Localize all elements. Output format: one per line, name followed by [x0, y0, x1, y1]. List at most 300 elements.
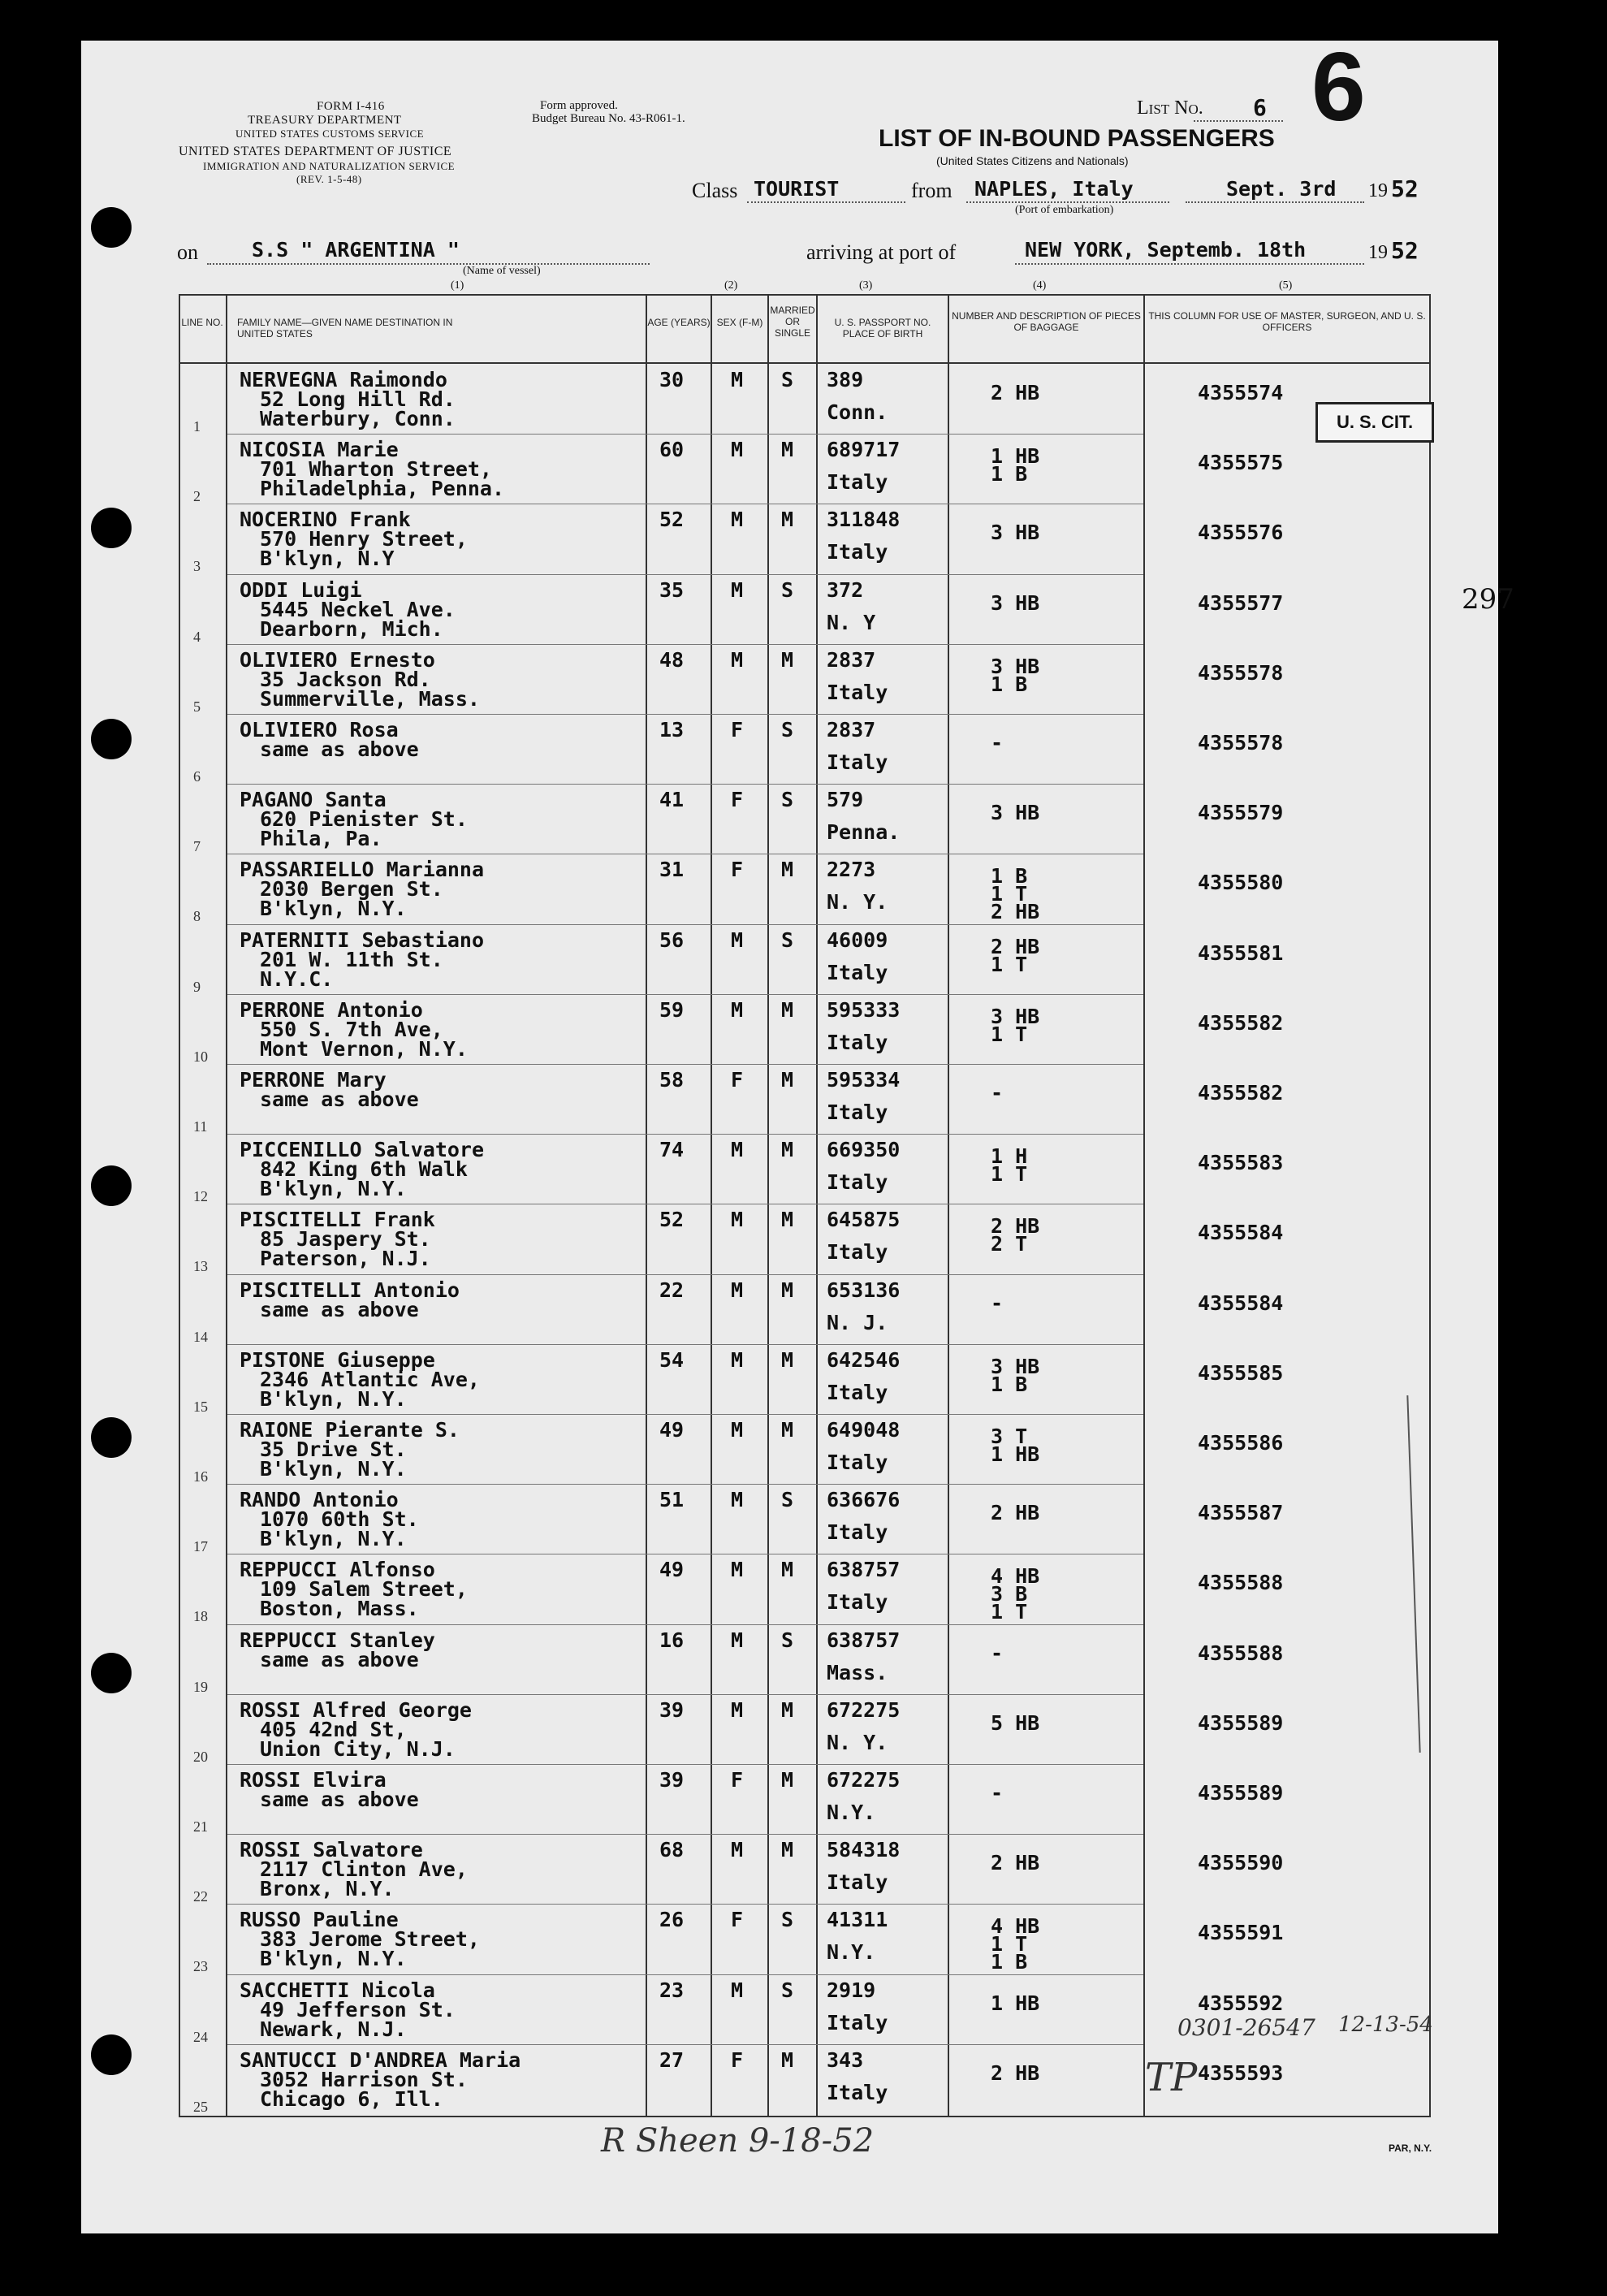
passport-number: 595334 — [827, 1068, 901, 1092]
passenger-address: 2117 Clinton Ave, — [260, 1857, 468, 1882]
baggage-item: - — [991, 1781, 1004, 1805]
col-num-1: (1) — [451, 279, 464, 292]
passenger-address: 85 Jaspery St. — [260, 1227, 431, 1252]
passenger-age: 39 — [659, 1768, 685, 1792]
passenger-address: same as above — [260, 1788, 419, 1811]
passenger-name: PICCENILLO Salvatore — [240, 1138, 485, 1162]
officer-number: 4355588 — [1198, 1641, 1284, 1665]
line-number: 12 — [193, 1188, 208, 1205]
passenger-address: Mont Vernon, N.Y. — [260, 1036, 468, 1061]
col-officers: THIS COLUMN FOR USE OF MASTER, SURGEON, AND U. S. OFFICERS — [1148, 310, 1426, 333]
passenger-age: 31 — [659, 858, 685, 882]
officer-number: 4355581 — [1198, 940, 1284, 965]
officer-number: 4355584 — [1198, 1221, 1284, 1245]
col-age: AGE (YEARS) — [647, 317, 711, 328]
passport-number: 2919 — [827, 1978, 876, 2002]
passenger-sex: F — [731, 718, 744, 742]
passport-number: 642546 — [827, 1347, 901, 1372]
passenger-age: 22 — [659, 1278, 685, 1302]
passenger-age: 60 — [659, 438, 685, 462]
arrival-year: 52 — [1391, 237, 1419, 264]
marital-status: M — [781, 508, 794, 532]
passenger-sex: F — [731, 1068, 744, 1092]
baggage-item: 2 T — [991, 1232, 1028, 1256]
passenger-age: 41 — [659, 788, 685, 812]
passenger-name: PISCITELLI Antonio — [240, 1278, 460, 1302]
place-of-birth: N. Y — [827, 610, 876, 634]
punch-hole — [91, 508, 132, 548]
on-label: on — [177, 240, 198, 264]
place-of-birth: N.Y. — [827, 1801, 876, 1824]
baggage-item: 1 HB — [991, 1442, 1040, 1466]
passenger-name: ROSSI Elvira — [240, 1768, 387, 1792]
doj: UNITED STATES DEPARTMENT OF JUSTICE — [179, 145, 452, 158]
baggage-item: 3 HB — [991, 654, 1040, 678]
punch-hole — [91, 1165, 132, 1206]
passenger-address: B'klyn, N.Y. — [260, 1457, 407, 1481]
marital-status: M — [781, 438, 794, 462]
marital-status: M — [781, 1278, 794, 1302]
line-number: 23 — [193, 1958, 208, 1975]
passenger-age: 74 — [659, 1138, 685, 1162]
officer-number: 4355582 — [1198, 1010, 1284, 1035]
place-of-birth: Italy — [827, 1451, 888, 1474]
passenger-age: 13 — [659, 718, 685, 742]
passenger-sex: F — [731, 1768, 744, 1792]
passenger-sex: M — [731, 368, 744, 391]
passenger-age: 59 — [659, 997, 685, 1022]
marital-status: M — [781, 1208, 794, 1232]
marital-status: S — [781, 1908, 794, 1932]
vessel-name: S.S " ARGENTINA " — [252, 238, 460, 262]
marital-status: M — [781, 1138, 794, 1162]
line-number: 11 — [193, 1118, 208, 1135]
row-divider — [227, 644, 1143, 645]
place-of-birth: Italy — [827, 1520, 888, 1545]
departure-year-prefix: 19 — [1368, 180, 1388, 201]
baggage-item: 3 HB — [991, 1354, 1040, 1378]
row-divider — [227, 1694, 1143, 1695]
officer-number: 4355593 — [1198, 2060, 1284, 2085]
officer-number: 4355580 — [1198, 871, 1284, 895]
col-married: MARRIED OR SINGLE — [770, 305, 815, 339]
baggage-item: 1 B — [991, 462, 1028, 486]
passenger-name: SACCHETTI Nicola — [240, 1978, 435, 2002]
place-of-birth: Italy — [827, 1170, 888, 1195]
baggage-item: 1 HB — [991, 1991, 1040, 2015]
passenger-name: OLIVIERO Rosa — [240, 718, 399, 742]
passenger-age: 56 — [659, 927, 685, 952]
place-of-birth: Italy — [827, 960, 888, 984]
passenger-address: Boston, Mass. — [260, 1597, 419, 1621]
passenger-address: Summerville, Mass. — [260, 686, 480, 711]
baggage-item: 2 HB — [991, 900, 1040, 924]
passenger-name: NICOSIA Marie — [240, 438, 399, 462]
passenger-sex: M — [731, 1558, 744, 1582]
class-label: Class — [692, 179, 738, 202]
passenger-name: PERRONE Mary — [240, 1068, 387, 1092]
punch-hole — [91, 207, 132, 248]
baggage-item: 2 HB — [991, 1501, 1040, 1525]
baggage-item: 1 T — [991, 1600, 1028, 1624]
passenger-address: 35 Jackson Rd. — [260, 667, 431, 691]
bottom-date: 12-13-54 — [1338, 2013, 1433, 2037]
passenger-address: 405 42nd St, — [260, 1717, 407, 1741]
list-no-label: List No. — [1137, 97, 1203, 119]
passenger-address: 1070 60th St. — [260, 1507, 419, 1532]
passport-number: 311848 — [827, 508, 901, 532]
passenger-sex: M — [731, 1838, 744, 1862]
row-divider — [227, 784, 1143, 785]
passenger-address: same as above — [260, 1087, 419, 1111]
passenger-address: Newark, N.J. — [260, 2017, 407, 2041]
baggage-item: 2 HB — [991, 1214, 1040, 1239]
passenger-age: 39 — [659, 1697, 685, 1722]
passenger-name: RAIONE Pierante S. — [240, 1418, 460, 1442]
passport-number: 372 — [827, 577, 864, 602]
passenger-sex: F — [731, 858, 744, 882]
arrival-year-prefix: 19 — [1368, 242, 1388, 263]
passenger-name: PISTONE Giuseppe — [240, 1347, 435, 1372]
passenger-age: 30 — [659, 368, 685, 391]
baggage-item: 4 HB — [991, 1564, 1040, 1589]
baggage-item: 1 B — [991, 1950, 1028, 1974]
place-of-birth: Italy — [827, 1030, 888, 1054]
passport-number: 46009 — [827, 927, 888, 952]
passenger-age: 35 — [659, 577, 685, 602]
passenger-sex: M — [731, 1697, 744, 1722]
line-number: 6 — [193, 768, 201, 785]
passenger-address: Waterbury, Conn. — [260, 407, 456, 430]
baggage-item: 5 HB — [991, 1710, 1040, 1735]
passenger-name: ROSSI Alfred George — [240, 1697, 472, 1722]
treasury-department: TREASURY DEPARTMENT — [248, 114, 402, 127]
passport-number: 2837 — [827, 647, 876, 672]
place-of-birth: Penna. — [827, 820, 901, 845]
marital-status: M — [781, 1768, 794, 1792]
margin-mark — [1406, 1395, 1420, 1753]
passenger-address: B'klyn, N.Y. — [260, 1527, 407, 1551]
row-divider — [227, 1764, 1143, 1765]
marital-status: M — [781, 1838, 794, 1862]
budget-bureau: Budget Bureau No. 43-R061-1. — [532, 112, 685, 125]
passport-number: 579 — [827, 788, 864, 812]
line-number: 1 — [193, 418, 201, 435]
punch-hole — [91, 1653, 132, 1693]
arrival-port-date: NEW YORK, Septemb. 18th — [1025, 238, 1307, 262]
baggage-item: - — [991, 731, 1004, 755]
passenger-sex: M — [731, 927, 744, 952]
line-number: 3 — [193, 558, 201, 575]
passenger-address: 620 Pienister St. — [260, 807, 468, 832]
passenger-address: Bronx, N.Y. — [260, 1877, 395, 1901]
row-divider — [227, 1344, 1143, 1345]
line-number: 4 — [193, 628, 201, 645]
line-number: 24 — [193, 2028, 208, 2045]
col-name: FAMILY NAME—GIVEN NAME DESTINATION IN UNITED STATES — [237, 317, 453, 339]
officer-number: 4355591 — [1198, 1921, 1284, 1945]
baggage-item: 1 B — [991, 864, 1028, 889]
baggage-item: - — [991, 1291, 1004, 1315]
passport-number: 638757 — [827, 1628, 901, 1652]
bottom-code: 0301-26547 — [1177, 2014, 1315, 2041]
passenger-address: same as above — [260, 1297, 419, 1321]
passenger-sex: M — [731, 1347, 744, 1372]
line-number: 5 — [193, 698, 201, 715]
passenger-age: 26 — [659, 1908, 685, 1932]
place-of-birth: N. Y. — [827, 890, 888, 915]
officer-number: 4355589 — [1198, 1710, 1284, 1735]
passenger-address: Philadelphia, Penna. — [260, 477, 505, 501]
officer-number: 4355574 — [1198, 381, 1284, 404]
passenger-name: RANDO Antonio — [240, 1488, 399, 1512]
passenger-sex: M — [731, 1978, 744, 2002]
line-number: 10 — [193, 1048, 208, 1065]
passenger-age: 58 — [659, 1068, 685, 1092]
passport-number: 649048 — [827, 1418, 901, 1442]
marital-status: S — [781, 1488, 794, 1512]
baggage-item: 1 T — [991, 882, 1028, 906]
from-value: NAPLES, Italy — [974, 177, 1134, 201]
port-embarkation-note: (Port of embarkation) — [1015, 204, 1114, 216]
passenger-address: 3052 Harrison St. — [260, 2067, 468, 2091]
line-number: 15 — [193, 1398, 208, 1415]
passenger-name: PATERNITI Sebastiano — [240, 927, 485, 952]
officer-number: 4355579 — [1198, 801, 1284, 825]
passenger-sex: M — [731, 1488, 744, 1512]
row-divider — [227, 1974, 1143, 1975]
marital-status: S — [781, 577, 794, 602]
passenger-address: Phila, Pa. — [260, 827, 382, 851]
baggage-item: - — [991, 1081, 1004, 1105]
printer-mark: PAR, N.Y. — [1389, 2143, 1432, 2154]
page-title: LIST OF IN-BOUND PASSENGERS — [879, 125, 1275, 152]
passenger-age: 49 — [659, 1418, 685, 1442]
line-number: 9 — [193, 978, 201, 995]
passenger-name: RUSSO Pauline — [240, 1908, 399, 1932]
page-subtitle: (United States Citizens and Nationals) — [936, 154, 1129, 167]
class-value: TOURIST — [754, 177, 840, 201]
passenger-sex: M — [731, 997, 744, 1022]
line-number: 21 — [193, 1818, 208, 1835]
officer-number: 4355578 — [1198, 731, 1284, 755]
officer-number: 4355585 — [1198, 1360, 1284, 1385]
place-of-birth: N. Y. — [827, 1730, 888, 1754]
line-number: 22 — [193, 1888, 208, 1905]
passenger-name: OLIVIERO Ernesto — [240, 647, 435, 672]
line-number: 13 — [193, 1258, 208, 1275]
line-number: 8 — [193, 908, 201, 925]
passenger-sex: M — [731, 1278, 744, 1302]
passenger-age: 54 — [659, 1347, 685, 1372]
passport-number: 672275 — [827, 1768, 901, 1792]
passenger-address: 2030 Bergen St. — [260, 877, 443, 902]
baggage-item: 2 HB — [991, 2060, 1040, 2085]
passenger-name: PISCITELLI Frank — [240, 1208, 435, 1232]
passenger-address: 201 W. 11th St. — [260, 947, 443, 971]
passenger-sex: M — [731, 1418, 744, 1442]
row-divider — [227, 924, 1143, 925]
baggage-item: 3 HB — [991, 801, 1040, 825]
officer-number: 4355584 — [1198, 1291, 1284, 1315]
officer-number: 4355586 — [1198, 1431, 1284, 1455]
passenger-sex: M — [731, 508, 744, 532]
officer-number: 4355583 — [1198, 1151, 1284, 1175]
side-number: 297 — [1462, 583, 1514, 616]
punch-hole — [91, 719, 132, 759]
list-no-value: 6 — [1253, 94, 1267, 121]
marital-status: M — [781, 1068, 794, 1092]
row-divider — [227, 1414, 1143, 1415]
passenger-address: 49 Jefferson St. — [260, 1997, 456, 2021]
passenger-address: Paterson, N.J. — [260, 1247, 431, 1271]
place-of-birth: Italy — [827, 2010, 888, 2034]
line-number: 25 — [193, 2098, 208, 2115]
passenger-sex: F — [731, 788, 744, 812]
passenger-sex: M — [731, 1628, 744, 1652]
passenger-age: 48 — [659, 647, 685, 672]
passenger-name: SANTUCCI D'ANDREA Maria — [240, 2047, 521, 2072]
revision: (REV. 1-5-48) — [296, 173, 362, 185]
passport-number: 689717 — [827, 438, 901, 462]
punch-hole — [91, 2034, 132, 2075]
line-number: 2 — [193, 488, 201, 505]
passenger-sex: M — [731, 1138, 744, 1162]
place-of-birth: Italy — [827, 470, 888, 495]
passenger-name: ROSSI Salvatore — [240, 1838, 423, 1862]
passenger-address: B'klyn, N.Y. — [260, 1177, 407, 1201]
row-divider — [227, 2044, 1143, 2045]
col-num-5: (5) — [1279, 279, 1293, 292]
passport-number: 41311 — [827, 1908, 888, 1932]
place-of-birth: Italy — [827, 1100, 888, 1124]
row-divider — [227, 1064, 1143, 1065]
passenger-address: same as above — [260, 737, 419, 761]
line-number: 16 — [193, 1468, 208, 1485]
departure-date: Sept. 3rd — [1226, 177, 1337, 201]
marital-status: M — [781, 1697, 794, 1722]
line-number: 7 — [193, 838, 201, 855]
line-number: 14 — [193, 1328, 208, 1345]
passport-number: 2273 — [827, 858, 876, 882]
passport-number: 595333 — [827, 997, 901, 1022]
passenger-name: PAGANO Santa — [240, 788, 387, 812]
marital-status: S — [781, 718, 794, 742]
row-divider — [227, 1834, 1143, 1835]
vessel-note: (Name of vessel) — [463, 265, 541, 277]
marital-status: M — [781, 1558, 794, 1582]
passenger-address: 550 S. 7th Ave, — [260, 1017, 443, 1041]
col-sex: SEX (F-M) — [716, 317, 763, 328]
baggage-item: 1 B — [991, 1372, 1028, 1396]
row-divider — [227, 1484, 1143, 1485]
place-of-birth: Italy — [827, 2080, 888, 2104]
baggage-item: 4 HB — [991, 1914, 1040, 1939]
passenger-age: 52 — [659, 1208, 685, 1232]
baggage-item: 3 T — [991, 1425, 1028, 1448]
customs-service: UNITED STATES CUSTOMS SERVICE — [235, 128, 425, 140]
baggage-item: 3 HB — [991, 1004, 1040, 1028]
marital-status: M — [781, 1347, 794, 1372]
officer-number: 4355578 — [1198, 660, 1284, 685]
passenger-address: 570 Henry Street, — [260, 527, 468, 551]
passenger-sex: F — [731, 1908, 744, 1932]
col-passport: U. S. PASSPORT NO. PLACE OF BIRTH — [834, 317, 931, 339]
passport-number: 672275 — [827, 1697, 901, 1722]
baggage-item: 1 B — [991, 672, 1028, 696]
form-approved: Form approved. — [540, 99, 618, 112]
signature: R Sheen 9-18-52 — [601, 2122, 875, 2160]
line-number: 19 — [193, 1678, 208, 1695]
officer-number: 4355587 — [1198, 1501, 1284, 1525]
col-num-4: (4) — [1033, 279, 1047, 292]
officer-number: 4355576 — [1198, 521, 1284, 545]
form-number: FORM I-416 — [317, 100, 385, 113]
passenger-address: 5445 Neckel Ave. — [260, 597, 456, 621]
passenger-name: REPPUCCI Stanley — [240, 1628, 435, 1652]
marital-status: M — [781, 858, 794, 882]
passenger-name: PASSARIELLO Marianna — [240, 858, 485, 882]
passenger-address: 383 Jerome Street, — [260, 1927, 480, 1952]
passenger-address: same as above — [260, 1647, 419, 1671]
passport-number: 389 — [827, 368, 864, 391]
marital-status: S — [781, 1978, 794, 2002]
passenger-age: 52 — [659, 508, 685, 532]
punch-hole — [91, 1417, 132, 1458]
officer-number: 4355592 — [1198, 1991, 1284, 2015]
passport-number: 636676 — [827, 1488, 901, 1512]
officer-number: 4355575 — [1198, 451, 1284, 475]
baggage-item: 3 HB — [991, 590, 1040, 615]
passenger-sex: M — [731, 438, 744, 462]
place-of-birth: Conn. — [827, 400, 888, 424]
row-divider — [227, 1624, 1143, 1625]
row-divider — [227, 1134, 1143, 1135]
passenger-address: 109 Salem Street, — [260, 1577, 468, 1602]
baggage-item: 1 T — [991, 1022, 1028, 1046]
place-of-birth: Italy — [827, 680, 888, 704]
officer-number: 4355577 — [1198, 590, 1284, 615]
passport-number: 669350 — [827, 1138, 901, 1162]
passenger-address: 701 Wharton Street, — [260, 457, 492, 482]
place-of-birth: Italy — [827, 750, 888, 774]
baggage-item: 1 T — [991, 1162, 1028, 1187]
baggage-item: 1 T — [991, 952, 1028, 976]
officer-number: 4355588 — [1198, 1571, 1284, 1595]
baggage-item: 1 H — [991, 1144, 1028, 1169]
passenger-name: REPPUCCI Alfonso — [240, 1558, 435, 1582]
departure-year: 52 — [1391, 175, 1419, 202]
passport-number: 645875 — [827, 1208, 901, 1232]
passenger-address: Chicago 6, Ill. — [260, 2086, 443, 2111]
passenger-sex: F — [731, 2047, 744, 2072]
ins: IMMIGRATION AND NATURALIZATION SERVICE — [203, 160, 456, 172]
passport-number: 584318 — [827, 1838, 901, 1862]
row-divider — [227, 714, 1143, 715]
baggage-item: 1 T — [991, 1932, 1028, 1957]
passenger-address: N.Y.C. — [260, 966, 334, 991]
passport-number: 343 — [827, 2047, 864, 2072]
officer-number: 4355590 — [1198, 1851, 1284, 1875]
place-of-birth: Italy — [827, 1240, 888, 1265]
place-of-birth: N.Y. — [827, 1940, 876, 1965]
passenger-address: B'klyn, N.Y — [260, 547, 395, 571]
big-list-number: 6 — [1311, 32, 1366, 141]
col-num-3: (3) — [859, 279, 873, 292]
passenger-name: NERVEGNA Raimondo — [240, 368, 447, 391]
marital-status: S — [781, 788, 794, 812]
baggage-item: 3 HB — [991, 521, 1040, 545]
